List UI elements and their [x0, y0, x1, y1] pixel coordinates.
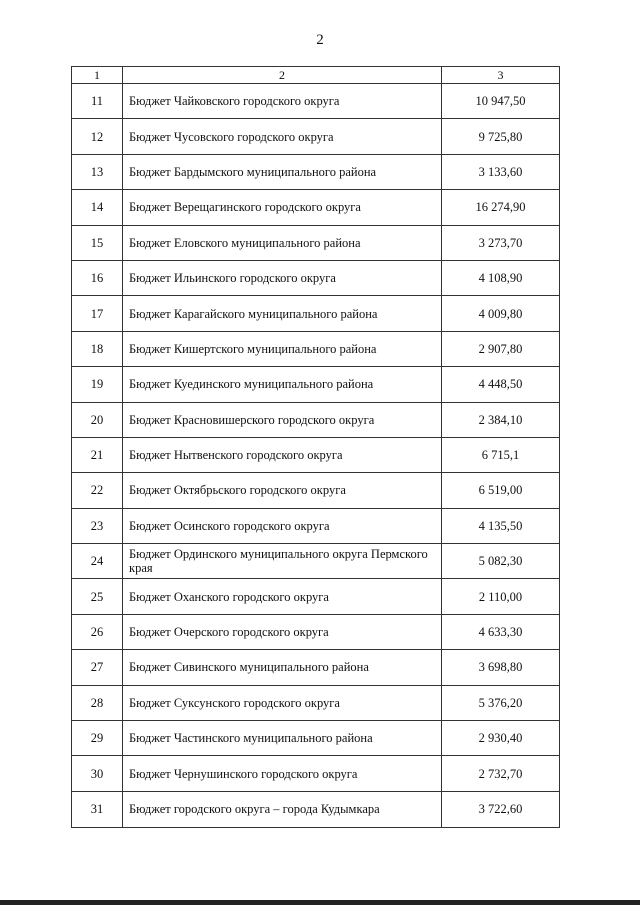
row-number-cell: 19	[72, 367, 123, 402]
row-number-cell: 30	[72, 756, 123, 791]
amount-cell: 2 110,00	[442, 579, 560, 614]
table-row	[72, 225, 560, 260]
budget-name-cell: Бюджет Верещагинского городского округа	[123, 190, 442, 225]
table-row	[72, 367, 560, 402]
budget-name-cell: Бюджет Чернушинского городского округа	[123, 756, 442, 791]
table-row	[72, 508, 560, 543]
row-number-cell: 11	[72, 84, 123, 119]
row-number-cell: 14	[72, 190, 123, 225]
column-header-number: 1	[72, 67, 123, 84]
amount-cell: 3 133,60	[442, 154, 560, 189]
amount-cell: 2 930,40	[442, 721, 560, 756]
column-header-name: 2	[123, 67, 442, 84]
row-number-cell: 22	[72, 473, 123, 508]
table-row	[72, 473, 560, 508]
table-row	[72, 756, 560, 791]
budget-name-cell: Бюджет Чусовского городского округа	[123, 119, 442, 154]
row-number-cell: 28	[72, 685, 123, 720]
table-row	[72, 544, 560, 579]
amount-cell: 4 009,80	[442, 296, 560, 331]
row-number-cell: 16	[72, 260, 123, 295]
amount-cell: 3 698,80	[442, 650, 560, 685]
budget-name-cell: Бюджет Карагайского муниципального района	[123, 296, 442, 331]
table-header-row	[72, 67, 560, 84]
row-number-cell: 27	[72, 650, 123, 685]
table-row	[72, 437, 560, 472]
row-number-cell: 26	[72, 614, 123, 649]
amount-cell: 3 273,70	[442, 225, 560, 260]
table-row	[72, 721, 560, 756]
amount-cell: 16 274,90	[442, 190, 560, 225]
table-row	[72, 791, 560, 827]
row-number-cell: 21	[72, 437, 123, 472]
budget-name-cell: Бюджет Частинского муниципального района	[123, 721, 442, 756]
budget-name-cell: Бюджет Октябрьского городского округа	[123, 473, 442, 508]
amount-cell: 6 715,1	[442, 437, 560, 472]
table-row	[72, 685, 560, 720]
table-row	[72, 296, 560, 331]
table-row	[72, 119, 560, 154]
column-header-amount: 3	[442, 67, 560, 84]
page-number: 2	[316, 32, 324, 48]
budget-name-cell: Бюджет Нытвенского городского округа	[123, 437, 442, 472]
table-row	[72, 84, 560, 119]
row-number-cell: 25	[72, 579, 123, 614]
row-number-cell: 13	[72, 154, 123, 189]
table-row	[72, 331, 560, 366]
row-number-cell: 20	[72, 402, 123, 437]
budget-name-cell: Бюджет Еловского муниципального района	[123, 225, 442, 260]
amount-cell: 9 725,80	[442, 119, 560, 154]
budget-name-cell: Бюджет Суксунского городского округа	[123, 685, 442, 720]
table-row	[72, 260, 560, 295]
budget-name-cell: Бюджет Оханского городского округа	[123, 579, 442, 614]
budget-name-cell: Бюджет Сивинского муниципального района	[123, 650, 442, 685]
row-number-cell: 24	[72, 544, 123, 579]
budget-name-cell: Бюджет Ильинского городского округа	[123, 260, 442, 295]
amount-cell: 2 732,70	[442, 756, 560, 791]
budget-name-cell: Бюджет Ординского муниципального округа Пермского края	[123, 544, 442, 579]
table-row	[72, 154, 560, 189]
amount-cell: 6 519,00	[442, 473, 560, 508]
amount-cell: 4 633,30	[442, 614, 560, 649]
row-number-cell: 18	[72, 331, 123, 366]
row-number-cell: 15	[72, 225, 123, 260]
amount-cell: 5 082,30	[442, 544, 560, 579]
budget-table	[71, 66, 560, 828]
budget-name-cell: Бюджет городского округа – города Кудымкара	[123, 791, 442, 827]
row-number-cell: 23	[72, 508, 123, 543]
amount-cell: 4 108,90	[442, 260, 560, 295]
table-row	[72, 650, 560, 685]
amount-cell: 10 947,50	[442, 84, 560, 119]
budget-name-cell: Бюджет Осинского городского округа	[123, 508, 442, 543]
amount-cell: 2 907,80	[442, 331, 560, 366]
table-row	[72, 190, 560, 225]
row-number-cell: 31	[72, 791, 123, 827]
budget-name-cell: Бюджет Чайковского городского округа	[123, 84, 442, 119]
budget-name-cell: Бюджет Красновишерского городского округа	[123, 402, 442, 437]
table-row	[72, 579, 560, 614]
table-row	[72, 614, 560, 649]
amount-cell: 3 722,60	[442, 791, 560, 827]
budget-name-cell: Бюджет Очерского городского округа	[123, 614, 442, 649]
table-body	[72, 84, 560, 828]
amount-cell: 4 448,50	[442, 367, 560, 402]
row-number-cell: 29	[72, 721, 123, 756]
table-row	[72, 402, 560, 437]
amount-cell: 4 135,50	[442, 508, 560, 543]
budget-name-cell: Бюджет Бардымского муниципального района	[123, 154, 442, 189]
budget-name-cell: Бюджет Кишертского муниципального района	[123, 331, 442, 366]
row-number-cell: 12	[72, 119, 123, 154]
amount-cell: 2 384,10	[442, 402, 560, 437]
budget-name-cell: Бюджет Куединского муниципального района	[123, 367, 442, 402]
row-number-cell: 17	[72, 296, 123, 331]
amount-cell: 5 376,20	[442, 685, 560, 720]
scan-bottom-edge	[0, 900, 640, 905]
